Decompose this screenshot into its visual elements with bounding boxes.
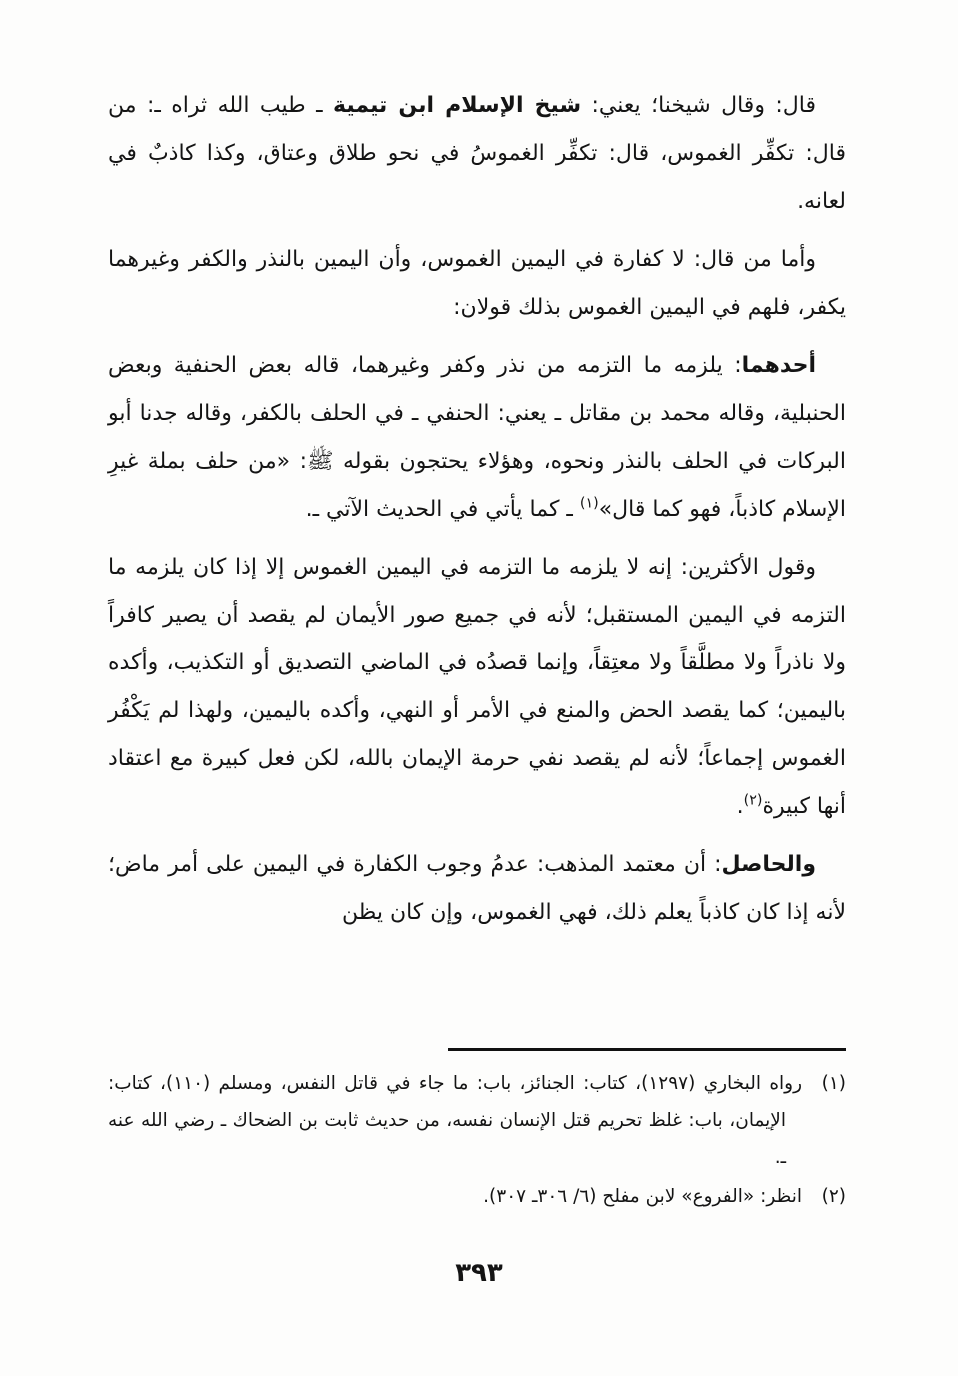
footnote-separator: [448, 1048, 846, 1051]
footnote-2: [108, 1178, 846, 1215]
paragraph-4: [108, 544, 846, 832]
paragraph-text: ـ كما يأتي في الحديث الآتي ـ.: [305, 496, 580, 522]
page-number: ٣٩٣: [455, 1258, 503, 1288]
bold-phrase: أحدهما: [741, 352, 816, 378]
paragraph-text: قال: وقال شيخنا؛ يعني:: [581, 93, 816, 118]
bold-phrase: والحاصل: [721, 852, 816, 878]
footnote-reference-1: (١): [579, 495, 599, 512]
paragraph-text: وأما من قال: لا كفارة في اليمين الغموس، وأن اليمين بالنذر والكفر وغيرهما يكفر، فلهم في اليمين الغموس بذلك قولان:: [108, 246, 846, 320]
footnote-area: [108, 1048, 846, 1217]
footnote-1: [108, 1065, 846, 1176]
paragraph-text: ـ طيب الله ثراه ـ: من قال: تكفِّر الغموس، قال: تكفِّر الغموسُ في نحو طلاق وعتاق، وكذا كاذبٌ في لعانه.: [108, 93, 846, 214]
footnote-marker: (١): [821, 1073, 847, 1094]
paragraph-text: : أن معتمد المذهب: عدمُ وجوب الكفارة في اليمين على أمر ماض؛ لأنه إذا كان كاذباً يعلم ذلك، فهي الغموس، وإن كان يظن: [108, 852, 846, 926]
paragraph-2: [108, 236, 846, 332]
footnote-marker: (٢): [821, 1186, 846, 1207]
paragraph-text: وقول الأكثرين: إنه لا يلزمه ما التزمه في اليمين الغموس إلا إذا كان يلزمه ما التزمه في اليمين المستقبل؛ لأنه في جميع صور الأيمان لم يقصد أن يصير كافراً ولا ناذراً ولا مطلَّقاً ولا معتِقاً، وإنما قصدُه في الماضي التصديق أو التكذيب، وأكده باليمين؛ كما يقصد الحض والمنع في الأمر أو النهي، وأكده باليمين، ولهذا لم يَكْفُر الغموس إجماعاً؛ لأنه لم يقصد نفي حرمة الإيمان بالله، لكن فعل كبيرة مع اعتقاد أنها كبيرة: [108, 554, 846, 820]
main-text-block: [108, 82, 846, 947]
footnotes: [108, 1065, 846, 1215]
paragraph-1: [108, 82, 846, 226]
footnote-text: انظر: «الفروع» لابن مفلح (٦/ ٣٠٦ـ ٣٠٧).: [483, 1186, 802, 1207]
bold-phrase: شيخ الإسلام ابن تيمية: [333, 93, 582, 118]
paragraph-text: : يلزمه ما التزمه من نذر وكفر وغيرهما، قاله بعض الحنفية وبعض الحنبلية، وقاله محمد بن مقاتل ـ يعني: الحنفي ـ في الحلف بالكفر، وقاله جدنا أبو البركات في الحلف بالنذر ونحوه، وهؤلاء يحتجون بقوله ﷺ: «من حلف بملة غيرِ الإسلام كاذباً، فهو كما قال»: [108, 352, 846, 522]
paragraph-text: .: [736, 794, 744, 820]
footnote-text: رواه البخاري (١٢٩٧)، كتاب: الجنائز، باب: ما جاء في قاتل النفس، ومسلم (١١٠)، كتاب: الإيمان، باب: غلظ تحريم قتل الإنسان نفسه، من حديث ثابت بن الضحاك ـ رضي الله عنه ـ.: [108, 1073, 803, 1168]
paragraph-5: [108, 841, 846, 937]
paragraph-3: [108, 342, 846, 534]
footnote-reference-2: (٢): [743, 793, 763, 810]
